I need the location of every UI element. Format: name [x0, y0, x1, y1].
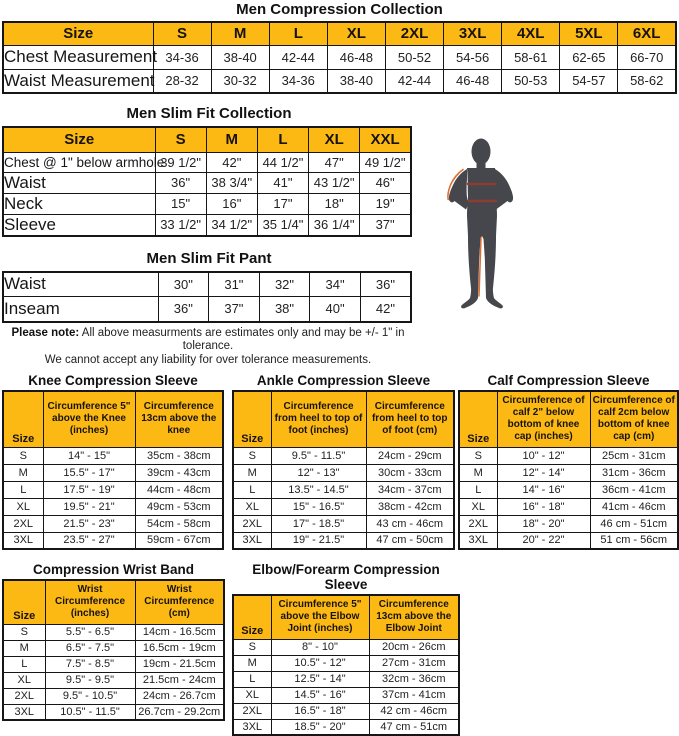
size-col-header: XL	[309, 127, 360, 152]
table-title-elbow: Elbow/Forearm Compression Sleeve	[252, 562, 440, 592]
table-row	[459, 532, 678, 549]
cm-col-header: Circumference 13cm above the Elbow Joint	[369, 595, 459, 639]
size-cell: S	[233, 447, 271, 464]
inches-cell: 10" - 12"	[497, 447, 590, 464]
inches-cell: 17" - 18.5"	[271, 515, 366, 532]
size-cell: 3XL	[459, 532, 497, 549]
inches-col-header: Circumference 5" above the Elbow Joint (inches)	[271, 595, 369, 639]
cm-cell: 47 cm - 50cm	[366, 532, 454, 549]
row-label: Chest @ 1" below armhole	[3, 152, 155, 172]
man-silhouette-svg	[438, 138, 526, 310]
row-label: Sleeve	[3, 214, 155, 236]
table-row	[3, 640, 224, 656]
inches-cell: 12" - 14"	[497, 464, 590, 481]
cm-cell: 21.5cm - 24cm	[135, 672, 224, 688]
table-row	[3, 464, 223, 481]
inches-cell: 10.5" - 11.5"	[45, 704, 135, 720]
knee-sleeve-section	[2, 373, 224, 550]
size-cell: L	[233, 481, 271, 498]
size-col-header: 2XL	[385, 22, 443, 45]
value-cell: 46"	[360, 172, 411, 193]
inches-cell: 14" - 15"	[43, 447, 135, 464]
inches-cell: 12" - 13"	[271, 464, 366, 481]
cm-cell: 46 cm - 51cm	[590, 515, 678, 532]
table-title-ankle: Ankle Compression Sleeve	[256, 373, 431, 388]
header-row	[459, 391, 678, 447]
inches-cell: 21.5" - 23"	[43, 515, 135, 532]
value-cell: 37"	[209, 297, 260, 322]
cm-cell: 59cm - 67cm	[135, 532, 223, 549]
size-cell: 3XL	[233, 719, 271, 735]
cm-col-header: Circumference 13cm above the knee	[135, 391, 223, 447]
value-cell: 34"	[310, 272, 361, 297]
inches-cell: 12.5" - 14"	[271, 671, 369, 687]
inches-cell: 8" - 10"	[271, 639, 369, 655]
men-slim-fit-table	[2, 126, 412, 237]
tolerance-note-line1	[0, 327, 416, 354]
table-row	[233, 498, 454, 515]
size-header: Size	[3, 580, 45, 624]
size-cell: L	[233, 671, 271, 687]
cm-cell: 32cm - 36cm	[369, 671, 459, 687]
table-row	[3, 656, 224, 672]
value-cell: 54-57	[560, 69, 618, 93]
value-cell: 66-70	[618, 45, 676, 69]
cm-cell: 36cm - 41cm	[590, 481, 678, 498]
value-cell: 39 1/2"	[155, 152, 206, 172]
cm-cell: 14cm - 16.5cm	[135, 624, 224, 640]
inches-cell: 9.5" - 11.5"	[271, 447, 366, 464]
size-cell: L	[3, 481, 43, 498]
table-title-calf: Calf Compression Sleeve	[487, 373, 650, 388]
inches-col-header: Circumference from heel to top of foot (inches)	[271, 391, 366, 447]
table-row-chest	[3, 45, 676, 69]
cm-cell: 35cm - 38cm	[135, 447, 223, 464]
value-cell: 34-36	[269, 69, 327, 93]
cm-cell: 20cm - 26cm	[369, 639, 459, 655]
value-cell: 47"	[309, 152, 360, 172]
size-cell: M	[233, 464, 271, 481]
value-cell: 16"	[206, 193, 257, 214]
value-cell: 50-53	[502, 69, 560, 93]
table-title-compression: Men Compression Collection	[236, 1, 443, 18]
elbow-sleeve-table	[232, 594, 460, 736]
inches-cell: 6.5" - 7.5"	[45, 640, 135, 656]
cm-cell: 49cm - 53cm	[135, 498, 223, 515]
size-col-header: 3XL	[444, 22, 502, 45]
tolerance-note-line2: We cannot accept any liability for over tolerance measurements.	[44, 353, 372, 366]
row-label: Waist Measurement	[3, 69, 153, 93]
size-cell: M	[459, 464, 497, 481]
table-row-chest-armhole	[3, 152, 411, 172]
value-cell: 46-48	[444, 69, 502, 93]
table-row-waist	[3, 172, 411, 193]
value-cell: 33 1/2"	[155, 214, 206, 236]
header-row	[233, 595, 459, 639]
size-col-header: M	[206, 127, 257, 152]
value-cell: 36"	[155, 172, 206, 193]
size-cell: 3XL	[3, 704, 45, 720]
table-row-waist	[3, 272, 411, 297]
header-row	[3, 22, 676, 45]
inches-cell: 19.5" - 21"	[43, 498, 135, 515]
inches-cell: 19" - 21.5"	[271, 532, 366, 549]
inches-cell: 16.5" - 18"	[271, 703, 369, 719]
men-compression-table	[2, 21, 677, 94]
inches-cell: 10.5" - 12"	[271, 655, 369, 671]
table-row	[3, 481, 223, 498]
cm-cell: 38cm - 42cm	[366, 498, 454, 515]
header-row	[3, 580, 224, 624]
size-cell: XL	[459, 498, 497, 515]
value-cell: 34-36	[153, 45, 211, 69]
wrist-band-section	[2, 562, 225, 721]
table-title-wrist: Compression Wrist Band	[32, 562, 195, 577]
value-cell: 30-32	[211, 69, 269, 93]
table-row	[233, 719, 459, 735]
table-title-knee: Knee Compression Sleeve	[28, 373, 198, 388]
cm-cell: 34cm - 37cm	[366, 481, 454, 498]
size-cell: S	[233, 639, 271, 655]
inches-cell: 15" - 16.5"	[271, 498, 366, 515]
table-row	[459, 481, 678, 498]
men-slim-fit-pant-table	[2, 271, 412, 323]
inches-cell: 13.5" - 14.5"	[271, 481, 366, 498]
value-cell: 37"	[360, 214, 411, 236]
table-row	[3, 532, 223, 549]
elbow-sleeve-section	[232, 562, 460, 736]
size-cell: XL	[3, 498, 43, 515]
size-col-header: 6XL	[618, 22, 676, 45]
size-cell: 2XL	[3, 688, 45, 704]
size-col-header: M	[211, 22, 269, 45]
size-col-header: XXL	[360, 127, 411, 152]
value-cell: 38"	[259, 297, 310, 322]
value-cell: 28-32	[153, 69, 211, 93]
value-cell: 36"	[158, 297, 209, 322]
row-label: Chest Measurement	[3, 45, 153, 69]
cm-cell: 24cm - 26.7cm	[135, 688, 224, 704]
size-cell: L	[3, 656, 45, 672]
value-cell: 38 3/4"	[206, 172, 257, 193]
cm-col-header: Circumference from heel to top of foot (cm)	[366, 391, 454, 447]
value-cell: 43 1/2"	[309, 172, 360, 193]
value-cell: 19"	[360, 193, 411, 214]
man-silhouette-figure	[438, 138, 526, 310]
table-row-inseam	[3, 297, 411, 322]
row-label: Inseam	[3, 297, 158, 322]
cm-cell: 41cm - 46cm	[590, 498, 678, 515]
cm-cell: 44cm - 48cm	[135, 481, 223, 498]
cm-cell: 47 cm - 51cm	[369, 719, 459, 735]
wrist-band-table	[2, 579, 225, 721]
inches-col-header: Circumference of calf 2" below bottom of knee cap (inches)	[497, 391, 590, 447]
inches-cell: 15.5" - 17"	[43, 464, 135, 481]
size-cell: 2XL	[459, 515, 497, 532]
inches-cell: 23.5" - 27"	[43, 532, 135, 549]
size-cell: S	[3, 447, 43, 464]
cm-cell: 25cm - 31cm	[590, 447, 678, 464]
inches-cell: 9.5" - 9.5"	[45, 672, 135, 688]
size-cell: XL	[233, 687, 271, 703]
value-cell: 42-44	[269, 45, 327, 69]
row-label: Neck	[3, 193, 155, 214]
table-row	[233, 639, 459, 655]
sleeve-tables-row	[0, 373, 679, 550]
size-col-header: S	[155, 127, 206, 152]
knee-sleeve-table	[2, 390, 224, 550]
size-cell: M	[3, 464, 43, 481]
value-cell: 62-65	[560, 45, 618, 69]
size-cell: M	[3, 640, 45, 656]
inches-cell: 7.5" - 8.5"	[45, 656, 135, 672]
figure-left-arm	[449, 169, 469, 210]
cm-col-header: Circumference of calf 2cm below bottom of knee cap (cm)	[590, 391, 678, 447]
ankle-sleeve-section	[232, 373, 455, 550]
size-cell: 2XL	[233, 703, 271, 719]
inches-cell: 14.5" - 16"	[271, 687, 369, 703]
wrist-elbow-tables-row	[0, 562, 679, 736]
inches-cell: 20" - 22"	[497, 532, 590, 549]
table-row-waist	[3, 69, 676, 93]
table-row	[3, 672, 224, 688]
inches-cell: 17.5" - 19"	[43, 481, 135, 498]
cm-cell: 26.7cm - 29.2cm	[135, 704, 224, 720]
size-col-header: L	[257, 127, 308, 152]
value-cell: 36"	[360, 272, 411, 297]
inches-cell: 14" - 16"	[497, 481, 590, 498]
inches-cell: 5.5" - 6.5"	[45, 624, 135, 640]
size-cell: 2XL	[3, 515, 43, 532]
table-row	[3, 498, 223, 515]
table-row	[233, 481, 454, 498]
calf-sleeve-section	[458, 373, 679, 550]
value-cell: 50-52	[385, 45, 443, 69]
table-row-neck	[3, 193, 411, 214]
value-cell: 34 1/2"	[206, 214, 257, 236]
cm-cell: 43 cm - 46cm	[366, 515, 454, 532]
value-cell: 44 1/2"	[257, 152, 308, 172]
size-cell: S	[459, 447, 497, 464]
value-cell: 42"	[206, 152, 257, 172]
header-row	[3, 127, 411, 152]
table-row	[233, 464, 454, 481]
size-header: Size	[3, 127, 155, 152]
note-bold-prefix: Please note:	[11, 326, 80, 339]
table-row	[233, 515, 454, 532]
value-cell: 30"	[158, 272, 209, 297]
row-label: Waist	[3, 272, 158, 297]
note-text: All above measurments are estimates only and may be +/- 1" in tolerance.	[79, 326, 405, 352]
value-cell: 35 1/4"	[257, 214, 308, 236]
value-cell: 49 1/2"	[360, 152, 411, 172]
size-header: Size	[459, 391, 497, 447]
tolerance-note	[0, 327, 416, 368]
size-cell: L	[459, 481, 497, 498]
table-row	[3, 447, 223, 464]
inches-col-header: Wrist Circumference (inches)	[45, 580, 135, 624]
cm-col-header: Wrist Circumference (cm)	[135, 580, 224, 624]
size-header: Size	[233, 595, 271, 639]
size-cell: S	[3, 624, 45, 640]
table-row	[459, 447, 678, 464]
size-cell: 3XL	[233, 532, 271, 549]
value-cell: 40"	[310, 297, 361, 322]
size-header: Size	[3, 22, 153, 45]
inches-cell: 18.5" - 20"	[271, 719, 369, 735]
size-cell: M	[233, 655, 271, 671]
value-cell: 58-61	[502, 45, 560, 69]
calf-sleeve-table	[458, 390, 679, 550]
size-cell: XL	[3, 672, 45, 688]
value-cell: 58-62	[618, 69, 676, 93]
inches-cell: 9.5" - 10.5"	[45, 688, 135, 704]
value-cell: 17"	[257, 193, 308, 214]
value-cell: 42-44	[385, 69, 443, 93]
table-title-pant: Men Slim Fit Pant	[146, 249, 272, 267]
table-row	[3, 624, 224, 640]
value-cell: 32"	[259, 272, 310, 297]
value-cell: 42"	[360, 297, 411, 322]
size-header: Size	[3, 391, 43, 447]
cm-cell: 16.5cm - 19cm	[135, 640, 224, 656]
size-cell: 3XL	[3, 532, 43, 549]
cm-cell: 30cm - 33cm	[366, 464, 454, 481]
size-col-header: XL	[327, 22, 385, 45]
value-cell: 38-40	[211, 45, 269, 69]
inches-cell: 18" - 20"	[497, 515, 590, 532]
table-row	[459, 498, 678, 515]
cm-cell: 42 cm - 46cm	[369, 703, 459, 719]
size-header: Size	[233, 391, 271, 447]
value-cell: 15"	[155, 193, 206, 214]
table-row	[459, 515, 678, 532]
row-label: Waist	[3, 172, 155, 193]
figure-right-arm	[494, 169, 514, 210]
size-cell: 2XL	[233, 515, 271, 532]
size-col-header: L	[269, 22, 327, 45]
cm-cell: 19cm - 21.5cm	[135, 656, 224, 672]
size-col-header: 5XL	[560, 22, 618, 45]
cm-cell: 39cm - 43cm	[135, 464, 223, 481]
cm-cell: 37cm - 41cm	[369, 687, 459, 703]
inches-cell: 16" - 18"	[497, 498, 590, 515]
value-cell: 41"	[257, 172, 308, 193]
value-cell: 54-56	[444, 45, 502, 69]
ankle-sleeve-table	[232, 390, 455, 550]
value-cell: 36 1/4"	[309, 214, 360, 236]
inches-col-header: Circumference 5" above the Knee (inches)	[43, 391, 135, 447]
table-row	[3, 704, 224, 720]
table-row	[233, 671, 459, 687]
header-row	[3, 391, 223, 447]
value-cell: 46-48	[327, 45, 385, 69]
table-row	[459, 464, 678, 481]
cm-cell: 27cm - 31cm	[369, 655, 459, 671]
size-cell: XL	[233, 498, 271, 515]
cm-cell: 24cm - 29cm	[366, 447, 454, 464]
cm-cell: 54cm - 58cm	[135, 515, 223, 532]
men-size-chart-sheet	[0, 1, 679, 733]
size-col-header: 4XL	[502, 22, 560, 45]
size-col-header: S	[153, 22, 211, 45]
cm-cell: 51 cm - 56cm	[590, 532, 678, 549]
table-title-slim-fit: Men Slim Fit Collection	[126, 105, 292, 122]
table-row	[3, 688, 224, 704]
value-cell: 38-40	[327, 69, 385, 93]
value-cell: 18"	[309, 193, 360, 214]
table-row	[3, 515, 223, 532]
table-row	[233, 447, 454, 464]
table-row	[233, 687, 459, 703]
table-row-sleeve	[3, 214, 411, 236]
cm-cell: 31cm - 36cm	[590, 464, 678, 481]
table-row	[233, 655, 459, 671]
table-row	[233, 703, 459, 719]
header-row	[233, 391, 454, 447]
value-cell: 31"	[209, 272, 260, 297]
table-row	[233, 532, 454, 549]
